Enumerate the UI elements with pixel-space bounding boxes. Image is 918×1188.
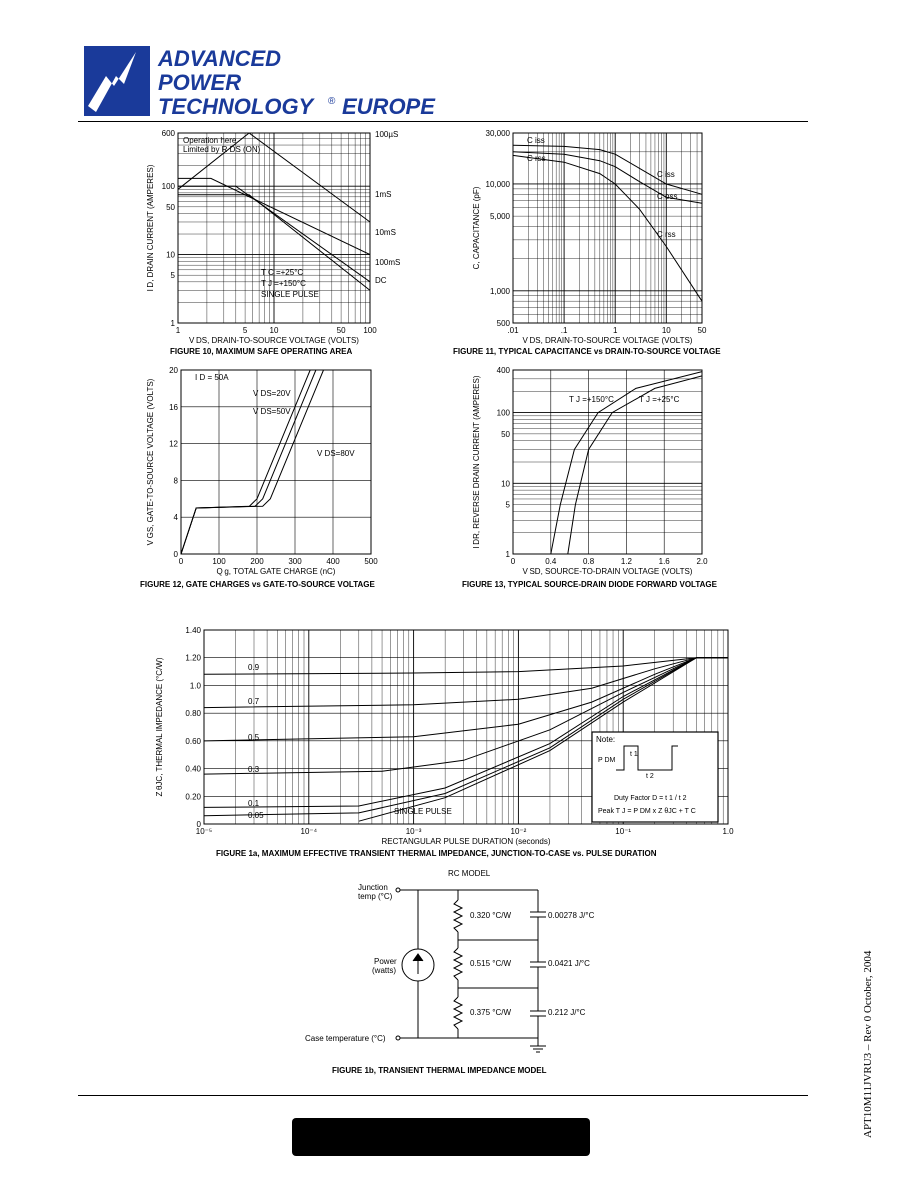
note-t2: t 2: [646, 773, 654, 780]
condition-tj: T J =+150°C: [261, 279, 306, 288]
junction-label: Junction: [358, 883, 388, 892]
y-axis-label: I D, DRAIN CURRENT (AMPERES): [146, 164, 155, 292]
y-tick-label: 30,000: [485, 129, 510, 138]
x-axis-label: Q g, TOTAL GATE CHARGE (nC): [216, 567, 336, 576]
x-tick-label: 10⁻⁵: [195, 827, 213, 836]
note-pdm: P DM: [598, 757, 616, 764]
x-tick-label: 10⁻²: [510, 827, 527, 836]
y-tick-label: 400: [496, 366, 510, 375]
y-tick-label: 10,000: [485, 179, 510, 189]
series-label-coss: C oss: [657, 192, 678, 201]
y-axis-label: C, CAPACITANCE (pF): [472, 186, 481, 270]
y-tick-label: 0: [173, 550, 178, 559]
capacitor-3-value: 0.212 J/°C: [548, 1008, 586, 1017]
y-tick-label: 1.0: [189, 681, 201, 691]
y-tick-label: 500: [496, 319, 510, 328]
series-label-dc: DC: [375, 276, 387, 285]
series-label-crss-left: C rss: [527, 154, 546, 163]
y-tick-label: 0.60: [185, 736, 201, 746]
x-tick-label: 400: [326, 557, 340, 566]
capacitor-1-value: 0.00278 J/°C: [548, 911, 595, 920]
logo-line-1: ADVANCED: [158, 46, 282, 71]
series-line-v-ds-20v: [181, 370, 310, 554]
x-tick-label: 10⁻⁴: [300, 827, 318, 836]
series-label-ciss-right: C iss: [657, 170, 675, 179]
x-tick-label: 1: [612, 326, 618, 335]
y-tick-label: 0: [196, 820, 201, 829]
y-tick-label: 1.40: [185, 626, 201, 635]
logo-europe: EUROPE: [342, 94, 435, 119]
x-tick-label: 10⁻³: [405, 827, 422, 836]
y-axis-label: V GS, GATE-TO-SOURCE VOLTAGE (VOLTS): [146, 378, 155, 546]
series-label-20v: V DS=20V: [253, 389, 291, 398]
y-tick-label: 16: [169, 402, 178, 412]
series-label-0-5: 0.5: [248, 733, 260, 742]
power-label-2: (watts): [372, 966, 396, 975]
x-tick-label: 1: [175, 326, 181, 335]
rc-model-diagram: [290, 866, 620, 1064]
footer-bar: [292, 1118, 590, 1156]
y-tick-label: 100: [496, 408, 510, 418]
resistor-2-value: 0.515 °C/W: [470, 959, 511, 968]
capacitor-2-value: 0.0421 J/°C: [548, 959, 590, 968]
header-rule: [78, 121, 808, 122]
x-axis-label: V DS, DRAIN-TO-SOURCE VOLTAGE (VOLTS): [189, 336, 359, 345]
series-label-100us: 100µS: [375, 130, 399, 139]
rc-model-title: RC MODEL: [448, 869, 491, 878]
x-tick-label: 100: [212, 557, 226, 566]
series-line-0-9: [204, 658, 728, 675]
junction-label-2: temp (°C): [358, 892, 393, 901]
x-tick-label: 300: [288, 557, 302, 566]
company-logo: [84, 46, 464, 120]
x-axis-label: V DS, DRAIN-TO-SOURCE VOLTAGE (VOLTS): [522, 336, 693, 345]
fig11-caption: FIGURE 11, TYPICAL CAPACITANCE vs DRAIN-TO-SOURCE VOLTAGE: [453, 347, 721, 356]
y-tick-label: 5: [170, 271, 175, 281]
x-tick-label: 0.4: [545, 557, 557, 566]
y-axis-label: I DR, REVERSE DRAIN CURRENT (AMPERES): [472, 375, 481, 549]
chart-fig12: [145, 362, 430, 580]
series-label-0-7: 0.7: [248, 697, 260, 706]
series-label-0-9: 0.9: [248, 663, 260, 672]
condition-tc: T C =+25°C: [261, 268, 304, 277]
case-label: Case temperature (°C): [305, 1034, 386, 1043]
document-id: APT10M11JVRU3 – Rev 0 October, 2004: [862, 950, 874, 1138]
y-tick-label: 0.80: [185, 709, 201, 719]
y-tick-label: 5,000: [489, 212, 510, 222]
y-tick-label: 1,000: [489, 286, 510, 296]
series-label-1ms: 1mS: [375, 190, 392, 199]
y-axis-label: Z θJC, THERMAL IMPEDANCE (°C/W): [155, 657, 164, 797]
y-tick-label: 12: [169, 439, 178, 449]
x-tick-label: 200: [250, 557, 264, 566]
x-tick-label: 5: [242, 326, 248, 335]
x-tick-label: 10: [269, 326, 279, 335]
x-tick-label: 0: [178, 557, 184, 566]
series-label-10ms: 10mS: [375, 228, 396, 237]
box-note: I D = 50A: [195, 373, 229, 382]
fig12-caption: FIGURE 12, GATE CHARGES vs GATE-TO-SOURCE VOLTAGE: [140, 580, 375, 589]
single-pulse-label: SINGLE PULSE: [394, 807, 452, 816]
series-label-0-05: 0.05: [248, 811, 264, 820]
series-label-crss: C rss: [657, 230, 676, 239]
x-tick-label: 1.2: [620, 557, 632, 566]
x-axis-label: RECTANGULAR PULSE DURATION (seconds): [381, 837, 551, 846]
chart-fig13: [465, 362, 715, 580]
series-label-150c: T J =+150°C: [569, 395, 614, 404]
box-note-1: Operation here: [183, 136, 237, 145]
note-title: Note:: [596, 735, 616, 744]
y-tick-label: 600: [161, 129, 175, 138]
x-tick-label: 50: [336, 326, 346, 335]
x-tick-label: 2.0: [696, 557, 708, 566]
note-t1: t 1: [630, 751, 638, 758]
x-tick-label: 10⁻¹: [615, 827, 632, 836]
x-tick-label: 100: [363, 326, 377, 335]
y-tick-label: 100: [161, 182, 175, 192]
y-tick-label: 10: [501, 479, 510, 489]
logo-registered: ®: [328, 96, 336, 107]
y-tick-label: 0.20: [185, 792, 201, 802]
fig1b-caption: FIGURE 1b, TRANSIENT THERMAL IMPEDANCE MODEL: [332, 1066, 547, 1075]
x-axis-label: V SD, SOURCE-TO-DRAIN VOLTAGE (VOLTS): [522, 567, 693, 576]
x-tick-label: 0.8: [583, 557, 595, 566]
power-label: Power: [374, 957, 397, 966]
series-label-80v: V DS=80V: [317, 449, 355, 458]
fig13-caption: FIGURE 13, TYPICAL SOURCE-DRAIN DIODE FORWARD VOLTAGE: [462, 580, 717, 589]
y-tick-label: 1: [505, 550, 510, 559]
x-tick-label: .01: [507, 326, 519, 335]
series-label-25c: T J =+25°C: [639, 395, 680, 404]
y-tick-label: 50: [501, 429, 510, 439]
series-label-0-3: 0.3: [248, 765, 260, 774]
fig10-caption: FIGURE 10, MAXIMUM SAFE OPERATING AREA: [170, 347, 353, 356]
x-tick-label: 500: [364, 557, 378, 566]
x-tick-label: 0: [510, 557, 516, 566]
chart-fig11: [465, 125, 715, 357]
chart-fig1a: [148, 622, 748, 850]
y-tick-label: 5: [505, 500, 510, 510]
resistor-1-value: 0.320 °C/W: [470, 911, 511, 920]
series-label-50v: V DS=50V: [253, 407, 291, 416]
y-tick-label: 8: [173, 476, 178, 486]
note-peak: Peak T J = P DM x Z θJC + T C: [598, 808, 696, 815]
condition-single: SINGLE PULSE: [261, 290, 319, 299]
box-note-2: Limited by R DS (ON): [183, 145, 261, 154]
x-tick-label: .1: [560, 326, 568, 335]
y-tick-label: 1: [170, 319, 175, 328]
fig1a-caption: FIGURE 1a, MAXIMUM EFFECTIVE TRANSIENT THERMAL IMPEDANCE, JUNCTION-TO-CASE vs. PULSE DURATION: [216, 849, 657, 858]
x-tick-label: 1.0: [722, 827, 734, 836]
note-duty: Duty Factor D = t 1 / t 2: [614, 795, 687, 802]
x-tick-label: 1.6: [658, 557, 670, 566]
x-tick-label: 50: [697, 326, 707, 335]
y-tick-label: 20: [169, 366, 178, 375]
y-tick-label: 4: [173, 513, 178, 523]
y-tick-label: 50: [166, 202, 175, 212]
series-label-100ms: 100mS: [375, 258, 401, 267]
resistor-3-value: 0.375 °C/W: [470, 1008, 511, 1017]
y-tick-label: 10: [166, 250, 175, 260]
y-tick-label: 0.40: [185, 764, 201, 774]
y-tick-label: 1.20: [185, 653, 201, 663]
footer-rule: [78, 1095, 808, 1096]
logo-line-3: TECHNOLOGY: [158, 94, 314, 119]
chart-fig10: [145, 125, 430, 357]
series-label-0-1: 0.1: [248, 799, 260, 808]
x-tick-label: 10: [661, 326, 671, 335]
series-label-ciss: C iss: [527, 136, 545, 145]
series-line-v-ds-50v: [181, 370, 316, 554]
logo-line-2: POWER: [158, 70, 242, 95]
